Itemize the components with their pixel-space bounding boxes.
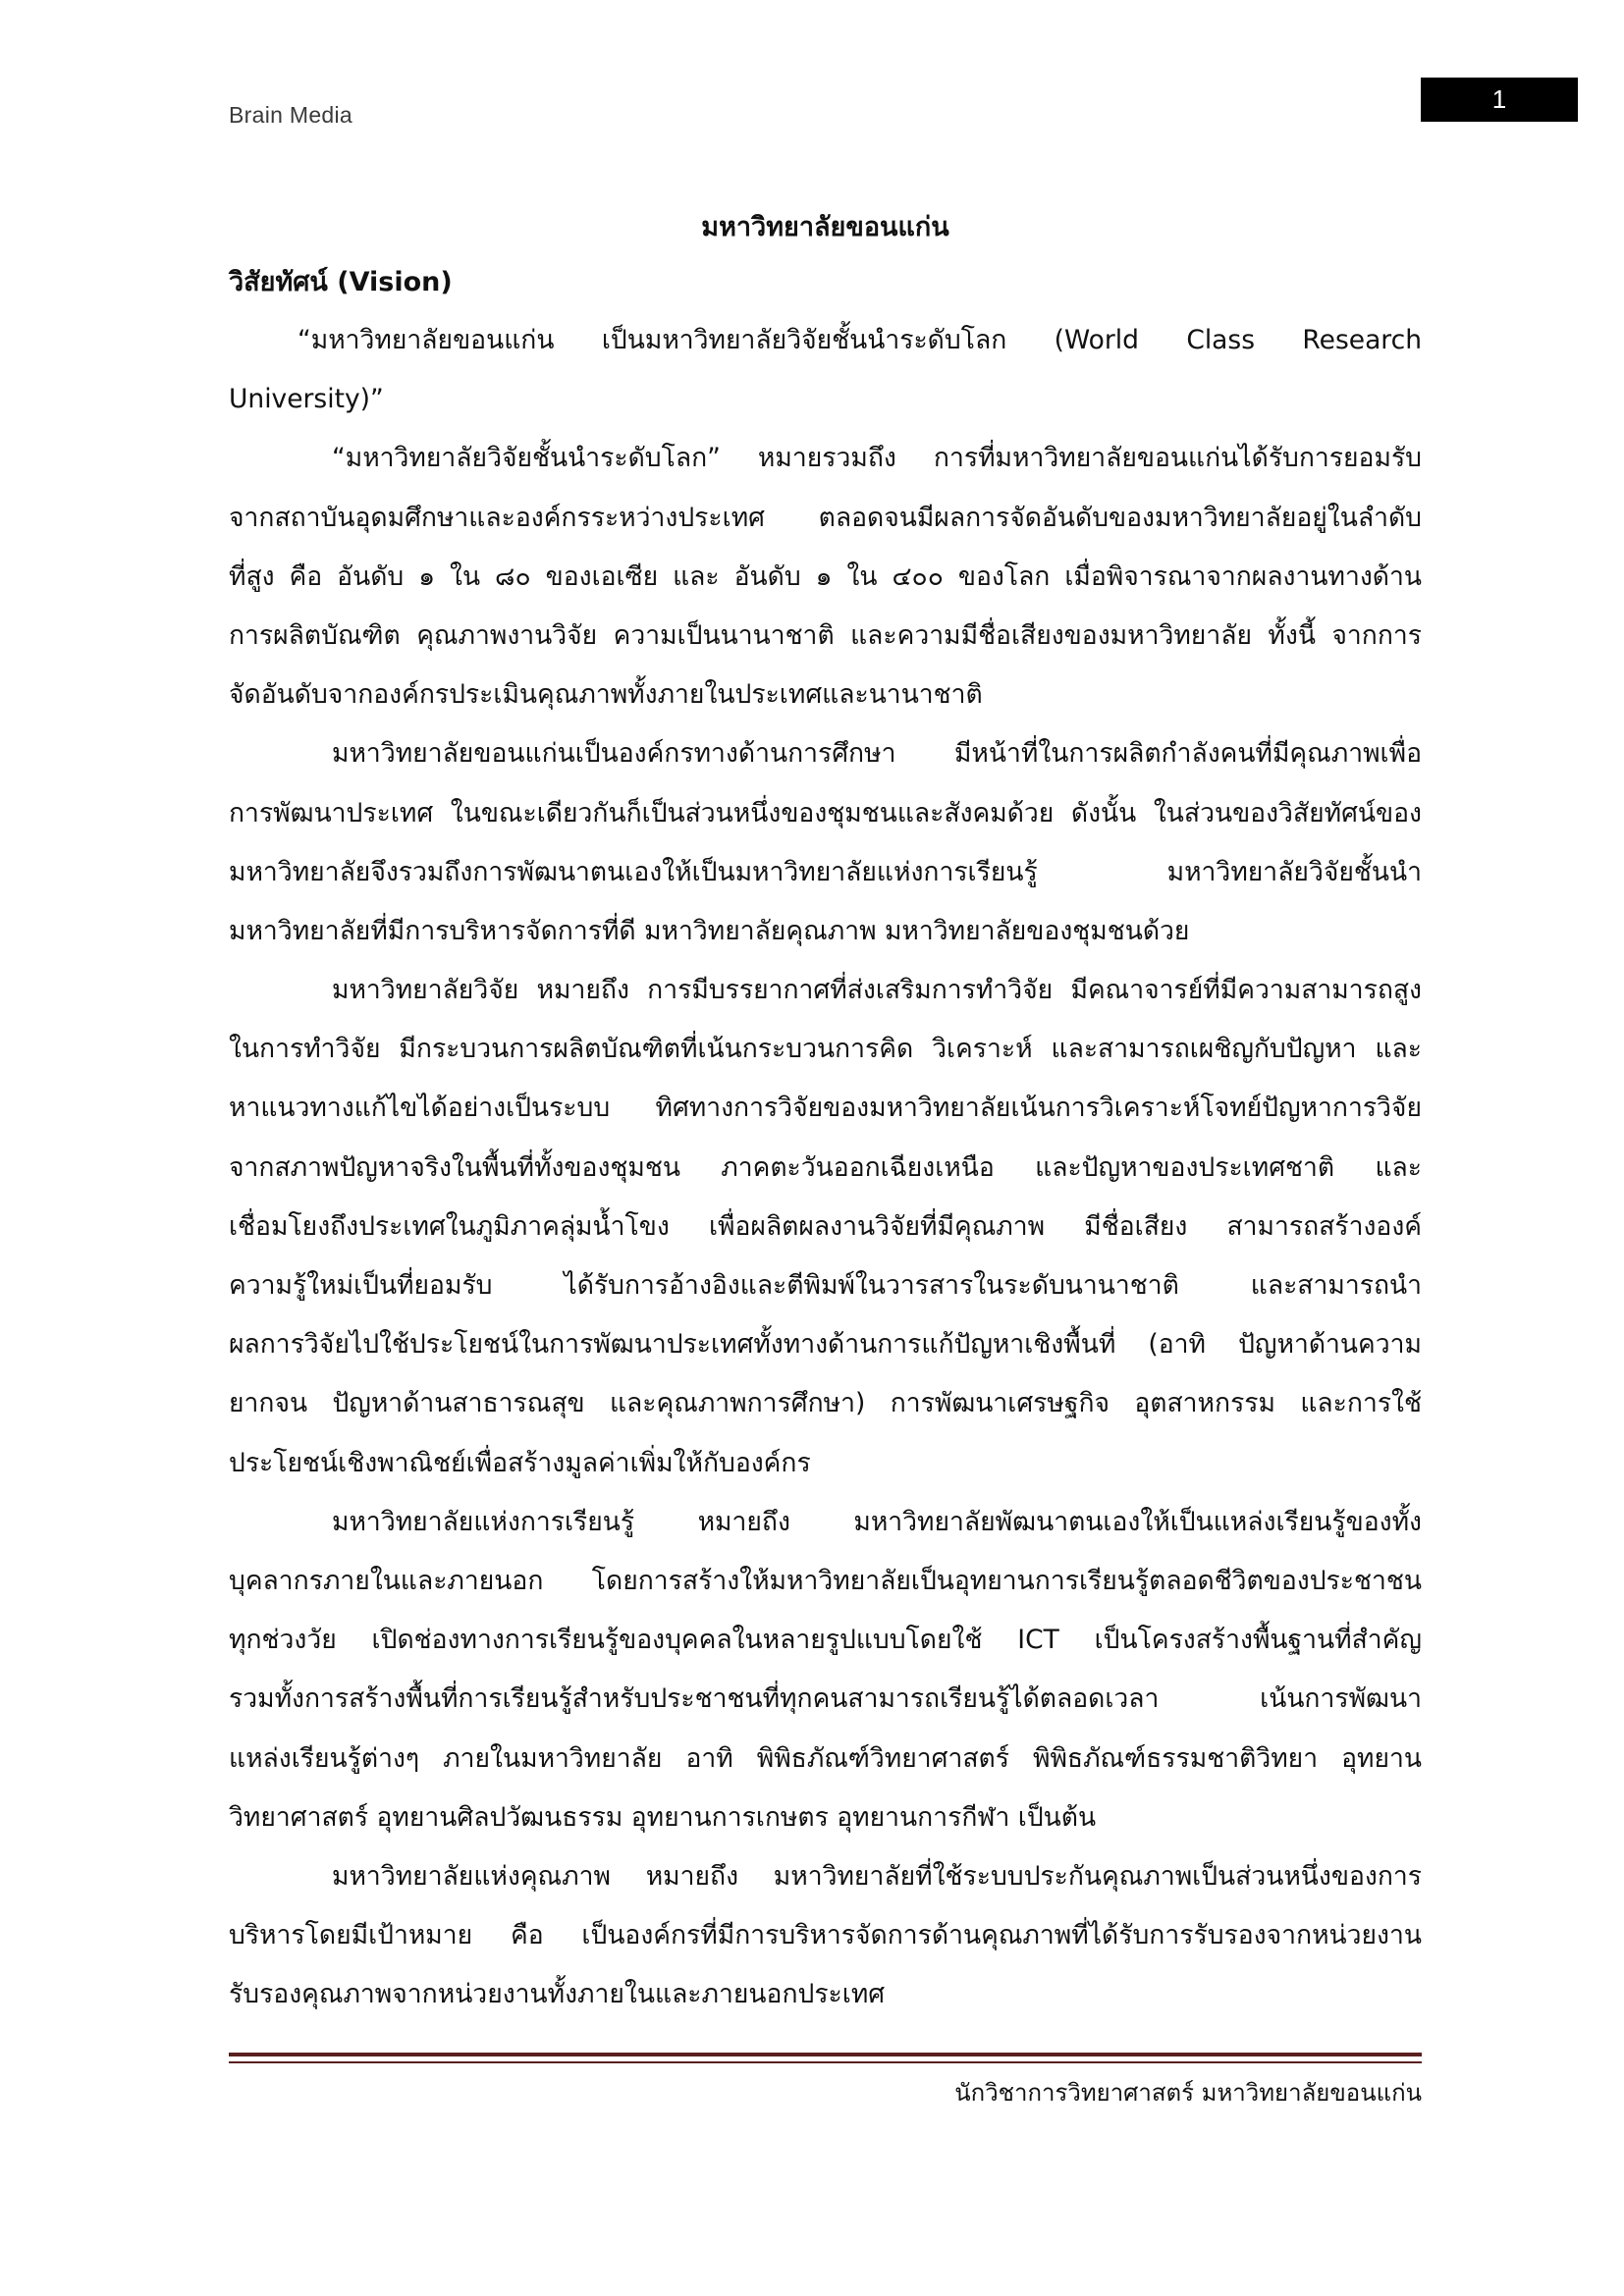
paragraph-line: ประโยชน์เชิงพาณิชย์เพื่อสร้างมูลค่าเพิ่มให้กับองค์กร <box>229 1447 811 1478</box>
paragraph-line: มหาวิทยาลัยจึงรวมถึงการพัฒนาตนเองให้เป็นมหาวิทยาลัยแห่งการเรียนรู้ มหาวิทยาลัยวิจัยชั้นนำ <box>229 856 1422 887</box>
document-body <box>229 201 1422 2024</box>
page-number: 1 <box>1491 84 1507 114</box>
paragraph-line: บุคลากรภายในและภายนอก โดยการสร้างให้มหาวิทยาลัยเป็นอุทยานการเรียนรู้ตลอดชีวิตของประชาชน <box>229 1565 1422 1596</box>
paragraph-line: “มหาวิทยาลัยวิจัยชั้นนำระดับโลก” หมายรวมถึง การที่มหาวิทยาลัยขอนแก่นได้รับการยอมรับ <box>332 443 1422 474</box>
paragraph-line: University)” <box>229 384 384 415</box>
paragraph-line: ยากจน ปัญหาด้านสาธารณสุข และคุณภาพการศึกษา) การพัฒนาเศรษฐกิจ อุตสาหกรรม และการใช้ <box>229 1388 1422 1419</box>
paragraph-line: วิทยาศาสตร์ อุทยานศิลปวัฒนธรรม อุทยานการเกษตร อุทยานการกีฬา เป็นต้น <box>229 1801 1097 1833</box>
section-heading-vision: วิสัยทัศน์ (Vision) <box>229 267 453 297</box>
paragraph-line: มหาวิทยาลัยขอนแก่นเป็นองค์กรทางด้านการศึกษา มีหน้าที่ในการผลิตกำลังคนที่มีคุณภาพเพื่อ <box>332 738 1422 770</box>
paragraph-line: ผลการวิจัยไปใช้ประโยชน์ในการพัฒนาประเทศทั้งทางด้านการแก้ปัญหาเชิงพื้นที่ (อาทิ ปัญหาด้านความ <box>229 1329 1422 1361</box>
paragraph-line: หาแนวทางแก้ไขได้อย่างเป็นระบบ ทิศทางการวิจัยของมหาวิทยาลัยเน้นการวิเคราะห์โจทย์ปัญหาการวิจัย <box>229 1093 1422 1124</box>
paragraph-learning-university <box>229 1493 1422 1847</box>
header-brand: Brain Media <box>229 102 353 128</box>
paragraph-line: รับรองคุณภาพจากหน่วยงานทั้งภายในและภายนอกประเทศ <box>229 1979 886 2010</box>
paragraph-vision-statement <box>229 311 1422 429</box>
paragraph-line: มหาวิทยาลัยแห่งการเรียนรู้ หมายถึง มหาวิทยาลัยพัฒนาตนเองให้เป็นแหล่งเรียนรู้ของทั้ง <box>332 1506 1422 1537</box>
paragraph-research-university <box>229 961 1422 1493</box>
paragraph-line: มหาวิทยาลัยที่มีการบริหารจัดการที่ดี มหาวิทยาลัยคุณภาพ มหาวิทยาลัยของชุมชนด้วย <box>229 915 1190 946</box>
paragraph-line: ในการทำวิจัย มีกระบวนการผลิตบัณฑิตที่เน้นกระบวนการคิด วิเคราะห์ และสามารถเผชิญกับปัญหา และ <box>229 1034 1422 1065</box>
paragraph-line: จากสภาพปัญหาจริงในพื้นที่ทั้งของชุมชน ภาคตะวันออกเฉียงเหนือ และปัญหาของประเทศชาติ และ <box>229 1151 1422 1183</box>
paragraph-line: เชื่อมโยงถึงประเทศในภูมิภาคลุ่มน้ำโขง เพื่อผลิตผลงานวิจัยที่มีคุณภาพ มีชื่อเสียง สามารถสร้างองค์ <box>229 1210 1422 1242</box>
paragraph-line: การพัฒนาประเทศ ในขณะเดียวกันก็เป็นส่วนหนึ่งของชุมชนและสังคมด้วย ดังนั้น ในส่วนของวิสัยทัศน์ของ <box>229 797 1422 828</box>
paragraph-line: มหาวิทยาลัยแห่งคุณภาพ หมายถึง มหาวิทยาลัยที่ใช้ระบบประกันคุณภาพเป็นส่วนหนึ่งของการ <box>332 1860 1422 1892</box>
paragraph-line: ความรู้ใหม่เป็นที่ยอมรับ ได้รับการอ้างอิงและตีพิมพ์ในวารสารในระดับนานาชาติ และสามารถนำ <box>229 1270 1422 1301</box>
paragraph-line: จากสถาบันอุดมศึกษาและองค์กรระหว่างประเทศ ตลอดจนมีผลการจัดอันดับของมหาวิทยาลัยอยู่ในลำดับ <box>229 502 1422 533</box>
document-title: มหาวิทยาลัยขอนแก่น <box>701 212 949 242</box>
paragraph-world-class-definition <box>229 429 1422 724</box>
paragraph-education-organization <box>229 724 1422 961</box>
paragraph-line: การผลิตบัณฑิต คุณภาพงานวิจัย ความเป็นนานาชาติ และความมีชื่อเสียงของมหาวิทยาลัย ทั้งนี้ จากการ <box>229 619 1422 651</box>
footer-divider-thin <box>229 2061 1422 2063</box>
paragraph-line: บริหารโดยมีเป้าหมาย คือ เป็นองค์กรที่มีการบริหารจัดการด้านคุณภาพที่ได้รับการรับรองจากหน่วยงาน <box>229 1920 1422 1951</box>
footer-affiliation: นักวิชาการวิทยาศาสตร์ มหาวิทยาลัยขอนแก่น <box>954 2079 1422 2107</box>
paragraph-line: “มหาวิทยาลัยขอนแก่น เป็นมหาวิทยาลัยวิจัยชั้นนำระดับโลก (World Class Research <box>298 325 1422 355</box>
paragraph-line: ทุกช่วงวัย เปิดช่องทางการเรียนรู้ของบุคคลในหลายรูปแบบโดยใช้ ICT เป็นโครงสร้างพื้นฐานที่สำคัญ <box>229 1625 1422 1656</box>
paragraph-line: ที่สูง คือ อันดับ ๑ ใน ๘๐ ของเอเซีย และ อันดับ ๑ ใน ๔๐๐ ของโลก เมื่อพิจารณาจากผลงานทางด้าน <box>229 561 1422 592</box>
paragraph-line: จัดอันดับจากองค์กรประเมินคุณภาพทั้งภายในประเทศและนานาชาติ <box>229 679 983 711</box>
page-number-badge <box>1421 78 1578 122</box>
paragraph-line: รวมทั้งการสร้างพื้นที่การเรียนรู้สำหรับประชาชนที่ทุกคนสามารถเรียนรู้ได้ตลอดเวลา เน้นการพัฒนา <box>229 1683 1422 1715</box>
paragraph-line: แหล่งเรียนรู้ต่างๆ ภายในมหาวิทยาลัย อาทิ พิพิธภัณฑ์วิทยาศาสตร์ พิพิธภัณฑ์ธรรมชาติวิทยา อุทยาน <box>229 1742 1422 1774</box>
footer-divider <box>229 2053 1422 2056</box>
paragraph-line: มหาวิทยาลัยวิจัย หมายถึง การมีบรรยากาศที่ส่งเสริมการทำวิจัย มีคณาจารย์ที่มีความสามารถสูง <box>332 975 1422 1006</box>
paragraph-quality-university <box>229 1847 1422 2025</box>
